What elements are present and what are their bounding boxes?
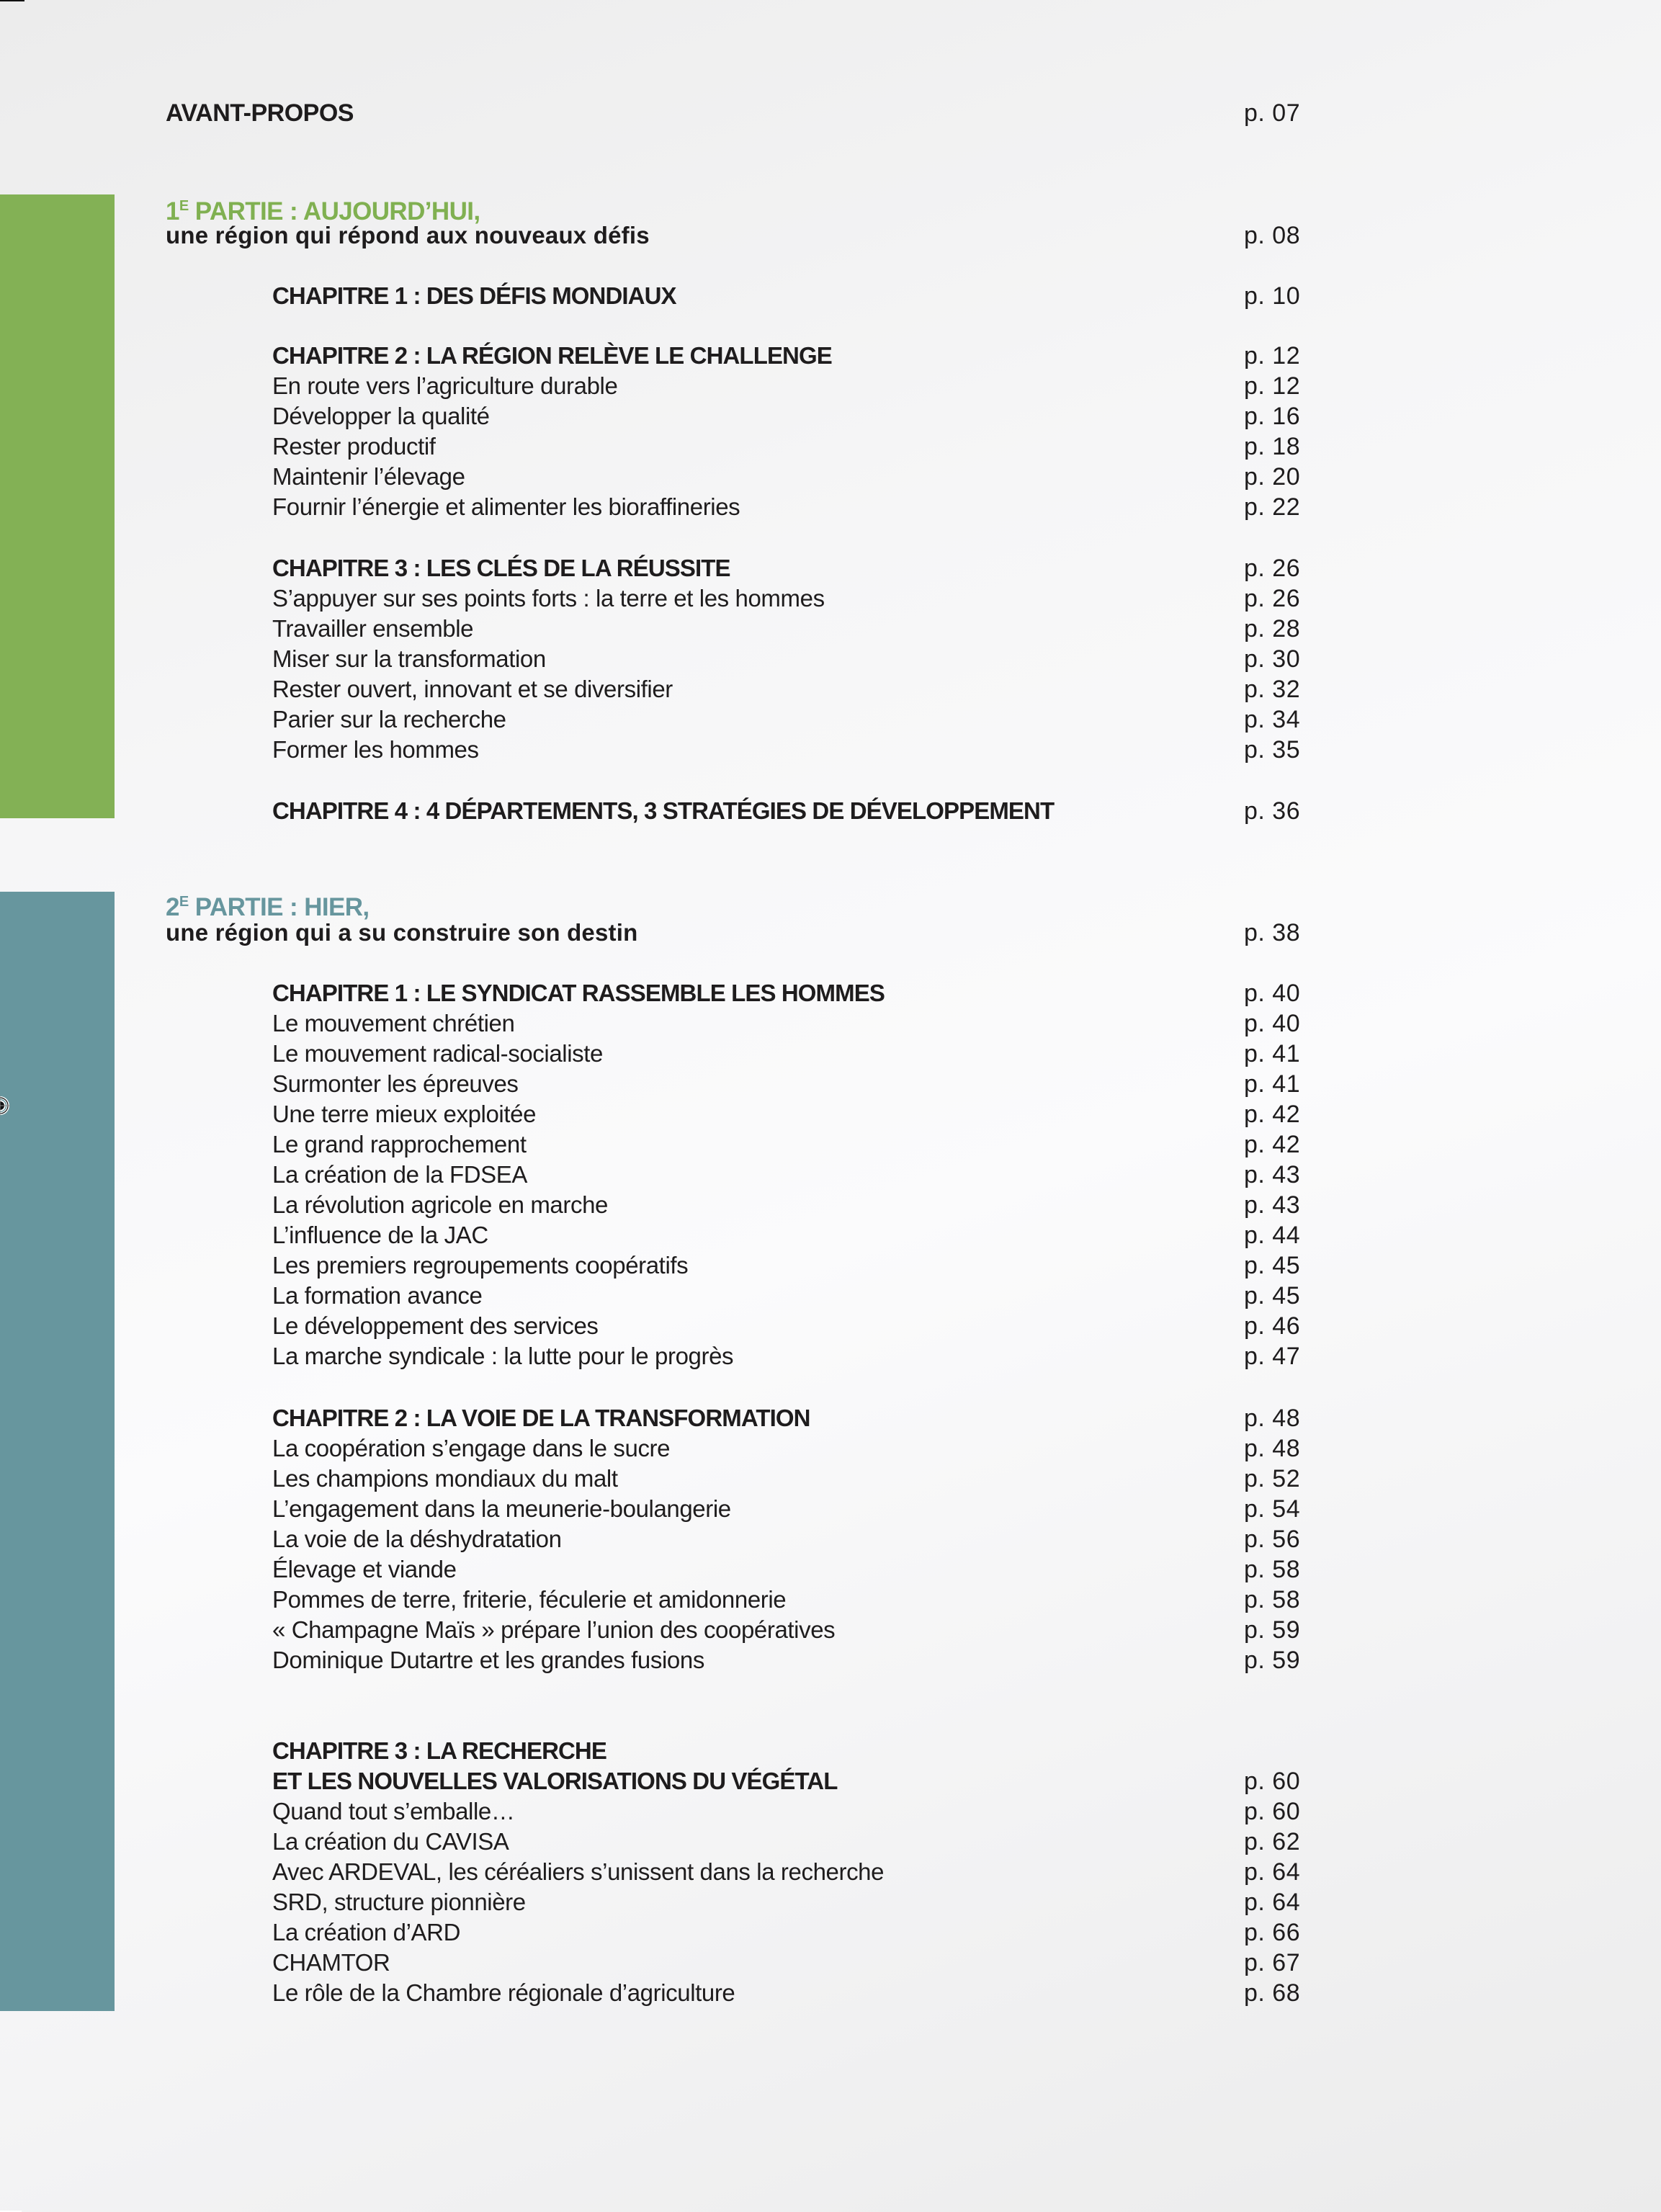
page-number: p. 58 bbox=[1244, 1556, 1301, 1583]
toc-item[interactable]: Rester ouvert, innovant et se diversifier bbox=[272, 676, 673, 702]
page-number: p. 40 bbox=[1244, 980, 1301, 1007]
toc-item[interactable]: S’appuyer sur ses points forts : la terre et les hommes bbox=[272, 585, 825, 612]
toc-item[interactable]: La création d’ARD bbox=[272, 1919, 461, 1945]
toc-chapter[interactable]: CHAPITRE 4 : 4 DÉPARTEMENTS, 3 STRATÉGIES DE DÉVELOPPEMENT bbox=[272, 797, 1055, 824]
toc-item[interactable]: Former les hommes bbox=[272, 736, 479, 763]
toc-item[interactable]: Dominique Dutartre et les grandes fusions bbox=[272, 1647, 704, 1673]
toc-item[interactable]: La révolution agricole en marche bbox=[272, 1191, 608, 1218]
toc-item[interactable]: Rester productif bbox=[272, 433, 436, 460]
toc-item[interactable]: La coopération s’engage dans le sucre bbox=[272, 1435, 671, 1461]
page-number: p. 12 bbox=[1244, 372, 1301, 400]
toc-item[interactable]: La voie de la déshydratation bbox=[272, 1526, 562, 1552]
part-number: 2 bbox=[166, 893, 179, 921]
page-number: p. 45 bbox=[1244, 1252, 1301, 1279]
toc-chapter[interactable]: CHAPITRE 1 : DES DÉFIS MONDIAUX bbox=[272, 282, 676, 309]
toc-item[interactable]: Le développement des services bbox=[272, 1312, 599, 1339]
toc-item[interactable]: Parier sur la recherche bbox=[272, 706, 506, 733]
toc-entry-avant-propos[interactable]: AVANT-PROPOS bbox=[166, 99, 354, 127]
toc-chapter-line2[interactable]: ET LES NOUVELLES VALORISATIONS DU VÉGÉTAL bbox=[272, 1768, 838, 1794]
part1-color-bar bbox=[0, 194, 115, 818]
toc-item[interactable]: L’influence de la JAC bbox=[272, 1222, 488, 1248]
page-number: p. 07 bbox=[1244, 99, 1301, 127]
toc-item[interactable]: Avec ARDEVAL, les céréaliers s’unissent dans la recherche bbox=[272, 1858, 885, 1885]
part2-color-bar bbox=[0, 892, 115, 2011]
toc-item[interactable]: En route vers l’agriculture durable bbox=[272, 372, 618, 399]
page-number: p. 64 bbox=[1244, 1889, 1301, 1916]
toc-item[interactable]: Fournir l’énergie et alimenter les bioraffineries bbox=[272, 493, 740, 520]
toc-item[interactable]: SRD, structure pionnière bbox=[272, 1889, 526, 1915]
page-number: p. 20 bbox=[1244, 463, 1301, 491]
toc-chapter[interactable]: CHAPITRE 3 : LA RECHERCHE bbox=[272, 1737, 606, 1764]
page-number: p. 10 bbox=[1244, 282, 1301, 310]
part-number: 1 bbox=[166, 197, 179, 225]
toc-item[interactable]: « Champagne Maïs » prépare l’union des coopératives bbox=[272, 1616, 836, 1643]
page-number: p. 59 bbox=[1244, 1647, 1301, 1674]
page-number: p. 52 bbox=[1244, 1465, 1301, 1492]
part-number-suffix: E bbox=[179, 894, 189, 910]
page-number: p. 59 bbox=[1244, 1616, 1301, 1644]
page-number: p. 54 bbox=[1244, 1495, 1301, 1523]
page-number: p. 45 bbox=[1244, 1282, 1301, 1309]
page-number: p. 48 bbox=[1244, 1435, 1301, 1462]
page-number: p. 18 bbox=[1244, 433, 1301, 460]
page-number: p. 42 bbox=[1244, 1131, 1301, 1158]
registration-mark-icon bbox=[0, 1096, 10, 1116]
part2-subtitle[interactable]: une région qui a su construire son destin bbox=[166, 919, 638, 946]
page-number: p. 41 bbox=[1244, 1040, 1301, 1067]
toc-item[interactable]: Quand tout s’emballe… bbox=[272, 1798, 515, 1824]
toc-item[interactable]: Travailler ensemble bbox=[272, 615, 474, 642]
toc-chapter[interactable]: CHAPITRE 2 : LA VOIE DE LA TRANSFORMATION bbox=[272, 1405, 810, 1431]
page-number: p. 28 bbox=[1244, 615, 1301, 642]
toc-item[interactable]: Élevage et viande bbox=[272, 1556, 457, 1582]
toc-item[interactable]: Miser sur la transformation bbox=[272, 645, 546, 672]
page-number: p. 36 bbox=[1244, 797, 1301, 825]
page-number: p. 34 bbox=[1244, 706, 1301, 733]
part1-heading[interactable] bbox=[166, 191, 480, 225]
page-number: p. 40 bbox=[1244, 1010, 1301, 1037]
page-number: p. 64 bbox=[1244, 1858, 1301, 1886]
toc-item[interactable]: Le mouvement chrétien bbox=[272, 1010, 515, 1036]
toc-item[interactable]: Une terre mieux exploitée bbox=[272, 1101, 537, 1127]
toc-item[interactable]: Pommes de terre, friterie, féculerie et amidonnerie bbox=[272, 1586, 787, 1613]
toc-item[interactable]: La création du CAVISA bbox=[272, 1828, 509, 1855]
part-title: PARTIE : HIER, bbox=[188, 893, 370, 921]
crop-mark bbox=[0, 0, 24, 1]
part2-heading[interactable] bbox=[166, 887, 370, 921]
page-number: p. 43 bbox=[1244, 1191, 1301, 1219]
part1-subtitle[interactable]: une région qui répond aux nouveaux défis bbox=[166, 222, 650, 248]
page-number: p. 26 bbox=[1244, 585, 1301, 612]
toc-item[interactable]: Maintenir l’élevage bbox=[272, 463, 465, 490]
page-number: p. 62 bbox=[1244, 1828, 1301, 1855]
toc-chapter[interactable]: CHAPITRE 3 : LES CLÉS DE LA RÉUSSITE bbox=[272, 555, 730, 581]
page-number: p. 38 bbox=[1244, 919, 1301, 946]
page-number: p. 46 bbox=[1244, 1312, 1301, 1340]
page-number: p. 16 bbox=[1244, 403, 1301, 430]
toc-item[interactable]: Les champions mondiaux du malt bbox=[272, 1465, 618, 1492]
page-number: p. 56 bbox=[1244, 1526, 1301, 1553]
toc-chapter[interactable]: CHAPITRE 1 : LE SYNDICAT RASSEMBLE LES HOMMES bbox=[272, 980, 885, 1006]
part-number-suffix: E bbox=[179, 198, 189, 214]
page-number: p. 60 bbox=[1244, 1768, 1301, 1795]
page-number: p. 32 bbox=[1244, 676, 1301, 703]
page-number: p. 66 bbox=[1244, 1919, 1301, 1946]
toc-item[interactable]: L’engagement dans la meunerie-boulangerie bbox=[272, 1495, 731, 1522]
page-number: p. 08 bbox=[1244, 222, 1301, 249]
toc-item[interactable]: Le grand rapprochement bbox=[272, 1131, 527, 1158]
page-number: p. 41 bbox=[1244, 1070, 1301, 1098]
page-number: p. 67 bbox=[1244, 1949, 1301, 1976]
page-number: p. 22 bbox=[1244, 493, 1301, 521]
page-number: p. 60 bbox=[1244, 1798, 1301, 1825]
page-number: p. 58 bbox=[1244, 1586, 1301, 1613]
toc-chapter[interactable]: CHAPITRE 2 : LA RÉGION RELÈVE LE CHALLENGE bbox=[272, 342, 832, 369]
page-number: p. 48 bbox=[1244, 1405, 1301, 1432]
page-number: p. 43 bbox=[1244, 1161, 1301, 1188]
page-number: p. 47 bbox=[1244, 1343, 1301, 1370]
toc-item[interactable]: La formation avance bbox=[272, 1282, 483, 1309]
page-number: p. 26 bbox=[1244, 555, 1301, 582]
toc-item[interactable]: La création de la FDSEA bbox=[272, 1161, 527, 1188]
toc-item[interactable]: Développer la qualité bbox=[272, 403, 490, 429]
page-number: p. 30 bbox=[1244, 645, 1301, 673]
toc-item[interactable]: La marche syndicale : la lutte pour le progrès bbox=[272, 1343, 734, 1369]
page-number: p. 35 bbox=[1244, 736, 1301, 764]
part-title: PARTIE : AUJOURD’HUI, bbox=[188, 197, 480, 225]
toc-item[interactable]: Le rôle de la Chambre régionale d’agriculture bbox=[272, 1979, 735, 2006]
page-number: p. 44 bbox=[1244, 1222, 1301, 1249]
toc-item[interactable]: CHAMTOR bbox=[272, 1949, 390, 1976]
page-number: p. 68 bbox=[1244, 1979, 1301, 2007]
page-number: p. 42 bbox=[1244, 1101, 1301, 1128]
toc-item[interactable]: Les premiers regroupements coopératifs bbox=[272, 1252, 689, 1279]
toc-item[interactable]: Surmonter les épreuves bbox=[272, 1070, 519, 1097]
page-number: p. 12 bbox=[1244, 342, 1301, 370]
toc-item[interactable]: Le mouvement radical-socialiste bbox=[272, 1040, 603, 1067]
